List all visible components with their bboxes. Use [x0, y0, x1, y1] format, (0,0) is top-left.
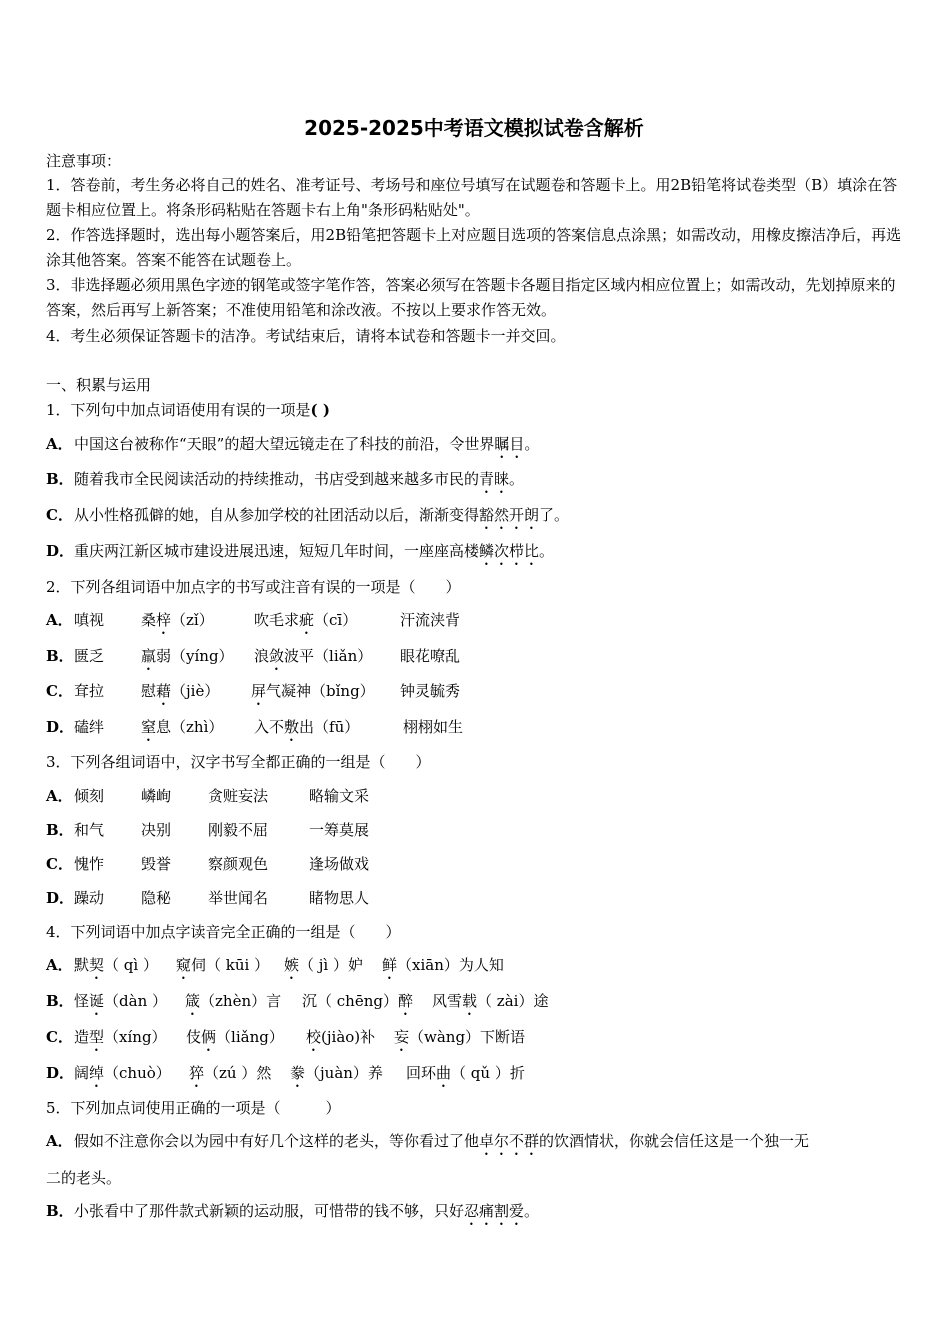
- question-3-stem: 3．下列各组词语中，汉字书写全都正确的一组是（ ）: [46, 753, 431, 771]
- option-text: 随着我市全民阅读活动的持续推动，书店受到越来越多市民的: [74, 470, 480, 488]
- notice-item-3: 3．非选择题必须用黑色字迹的钢笔或签字笔作答，答案必须写在答题卡各题目指定区域内相应位置上；如需改动，先划掉原来的答案，然后再写上新答案；不准使用铅笔和涂改液。不按以上要求作答无效。: [46, 276, 896, 319]
- question-4-stem: 4．下列词语中加点字读音完全正确的一组是（ ）: [46, 923, 401, 941]
- question-3-option-d: [46, 887, 370, 909]
- option-label: B．: [46, 647, 74, 665]
- option-text-end: 。: [509, 470, 525, 488]
- option-label: A．: [46, 1132, 73, 1150]
- word: 决别: [141, 821, 172, 839]
- option-label: D．: [46, 889, 75, 907]
- question-1-option-c: [46, 504, 569, 533]
- word: 倾刻: [74, 787, 105, 805]
- question-1-text: 1．下列句中加点词语使用有误的一项是: [46, 401, 311, 419]
- option-text: 中国这台被称作“天眼”的超大望远镜走在了科技的前沿，令世界: [74, 435, 495, 453]
- option-text-end: 。: [524, 1202, 540, 1220]
- word-cell: 钟灵毓秀: [400, 682, 461, 700]
- option-text: 从小性格孤僻的她，自从参加学校的社团活动以后，渐渐变得: [74, 506, 480, 524]
- word-cell: 栩栩如生: [403, 718, 464, 736]
- question-2-option-a: [46, 609, 461, 631]
- word-cell: 豢（juàn）养: [290, 1064, 383, 1082]
- word-cell: 嗔视: [74, 611, 105, 629]
- word-cell: 沉（ chēng）醉: [302, 992, 413, 1010]
- word-cell: 妄（wàng）下断语: [394, 1028, 526, 1046]
- word-cell: 箴（zhèn）言: [185, 992, 282, 1010]
- word-cell: 造型（xíng）: [74, 1028, 167, 1046]
- word-cell: 汗流浃背: [400, 611, 461, 629]
- dotted-word: 忍痛割爱: [464, 1202, 525, 1220]
- question-4-option-c: [46, 1026, 526, 1048]
- word-cell: 桑梓（zǐ）: [141, 611, 214, 629]
- word: 睹物思人: [309, 889, 370, 907]
- option-label: B．: [46, 470, 74, 488]
- word-cell: 阔绰（chuò）: [74, 1064, 171, 1082]
- option-label: C．: [46, 506, 73, 524]
- word: 躁动: [74, 889, 105, 907]
- dotted-word: 豁然开朗: [479, 506, 540, 524]
- word-cell: 浪敛波平（liǎn）: [254, 647, 373, 665]
- page-title: 2025-2025中考语文模拟试卷含解析: [304, 116, 644, 140]
- notice-item-4: 4．考生必须保证答题卡的洁净。考试结束后，请将本试卷和答题卡一并交回。: [46, 327, 566, 345]
- question-3-option-b: [46, 819, 370, 841]
- option-label: A．: [46, 956, 73, 974]
- question-4-option-d: [46, 1062, 525, 1084]
- notice-item-1: 1．答卷前，考生务必将自己的姓名、准考证号、考场号和座位号填写在试题卷和答题卡上。用2B铅笔将试卷类型（B）填涂在答题卡相应位置上。将条形码粘贴在答题卡右上角"条形码粘贴处"。: [46, 176, 898, 219]
- word-cell: 屏气凝神（bǐng）: [251, 682, 375, 700]
- word-cell: 吹毛求疵（cī）: [254, 611, 358, 629]
- option-text-end: 的饮酒情状，你就会信任这是一个独一无: [539, 1132, 810, 1150]
- word-cell: 窥伺（ kūi ）: [176, 956, 270, 974]
- word: 举世闻名: [208, 889, 269, 907]
- option-label: A．: [46, 435, 73, 453]
- question-5-option-a: [46, 1130, 809, 1159]
- option-label: D．: [46, 718, 75, 736]
- option-label: C．: [46, 682, 73, 700]
- option-label: C．: [46, 1028, 73, 1046]
- word-cell: 猝（zú ）然: [189, 1064, 272, 1082]
- question-4-option-b: [46, 990, 549, 1012]
- word-cell: 磕绊: [74, 718, 105, 736]
- word-cell: 回环曲（ qǔ ）折: [406, 1064, 525, 1082]
- option-label: D．: [46, 542, 75, 560]
- word-cell: 窒息（zhì）: [141, 718, 224, 736]
- question-1-option-a: [46, 433, 539, 462]
- question-5-option-a-continued: 二的老头。: [46, 1169, 122, 1187]
- question-1-paren: ( ): [310, 401, 330, 419]
- option-text-end: 。: [524, 435, 540, 453]
- option-label: B．: [46, 821, 74, 839]
- word: 和气: [74, 821, 105, 839]
- option-label: C．: [46, 855, 73, 873]
- question-2-option-c: [46, 680, 461, 702]
- word-cell: 羸弱（yíng）: [141, 647, 234, 665]
- question-3-option-c: [46, 853, 370, 875]
- dotted-word: 鳞次栉比: [479, 542, 540, 560]
- word-cell: 风雪载（ zài）途: [432, 992, 549, 1010]
- word: 愧怍: [74, 855, 105, 873]
- word-cell: 怪诞（dàn ）: [74, 992, 168, 1010]
- word-cell: 慰藉（jiè）: [141, 682, 220, 700]
- word: 嶙峋: [141, 787, 172, 805]
- word-cell: 鲜（xiān）为人知: [382, 956, 504, 974]
- word: 略输文采: [309, 787, 370, 805]
- word-cell: 默契（ qì ）: [74, 956, 158, 974]
- question-2-stem: 2．下列各组词语中加点字的书写或注音有误的一项是（ ）: [46, 578, 461, 596]
- option-text: 假如不注意你会以为园中有好几个这样的老头，等你看过了他: [74, 1132, 480, 1150]
- dotted-word: 青睐: [479, 470, 510, 488]
- word-cell: 校(jiào)补: [306, 1028, 376, 1046]
- question-2-option-d: [46, 716, 464, 738]
- section-heading: 一、积累与运用: [46, 376, 152, 394]
- word: 刚毅不屈: [208, 821, 269, 839]
- dotted-word: 瞩目: [494, 435, 525, 453]
- question-3-option-a: [46, 785, 370, 807]
- option-label: B．: [46, 992, 74, 1010]
- option-text: 重庆两江新区城市建设进展迅速，短短几年时间，一座座高楼: [74, 542, 480, 560]
- notice-item-2: 2．作答选择题时，选出每小题答案后，用2B铅笔把答题卡上对应题目选项的答案信息点涂黑；如需改动，用橡皮擦洁净后，再选涂其他答案。答案不能答在试题卷上。: [46, 226, 902, 269]
- word: 贪赃妄法: [208, 787, 269, 805]
- word-cell: 匮乏: [74, 647, 105, 665]
- option-label: D．: [46, 1064, 75, 1082]
- notice-heading: 注意事项：: [46, 152, 122, 170]
- option-text: 小张看中了那件款式新颖的运动服，可惜带的钱不够，只好: [74, 1202, 465, 1220]
- question-2-option-b: [46, 645, 461, 667]
- word-cell: 入不敷出（fū）: [254, 718, 360, 736]
- dotted-word: 卓尔不群: [479, 1132, 540, 1150]
- option-label: A．: [46, 611, 73, 629]
- word: 隐秘: [141, 889, 172, 907]
- word: 逢场做戏: [309, 855, 370, 873]
- option-label: B．: [46, 1202, 74, 1220]
- question-1-option-d: [46, 540, 554, 569]
- word: 一筹莫展: [309, 821, 370, 839]
- word-cell: 眼花嘹乱: [400, 647, 461, 665]
- option-text-end: 。: [539, 542, 555, 560]
- question-5-option-b: [46, 1200, 539, 1229]
- word-cell: 耷拉: [74, 682, 105, 700]
- word-cell: 伎俩（liǎng）: [186, 1028, 284, 1046]
- question-1-stem: [46, 400, 330, 420]
- word: 毁誉: [141, 855, 172, 873]
- option-text-end: 了。: [539, 506, 570, 524]
- question-5-stem: 5．下列加点词使用正确的一项是（ ）: [46, 1099, 341, 1117]
- word: 察颜观色: [208, 855, 269, 873]
- option-label: A．: [46, 787, 73, 805]
- question-4-option-a: [46, 954, 504, 976]
- question-1-option-b: [46, 468, 524, 497]
- word-cell: 嫉（ jì ）妒: [284, 956, 364, 974]
